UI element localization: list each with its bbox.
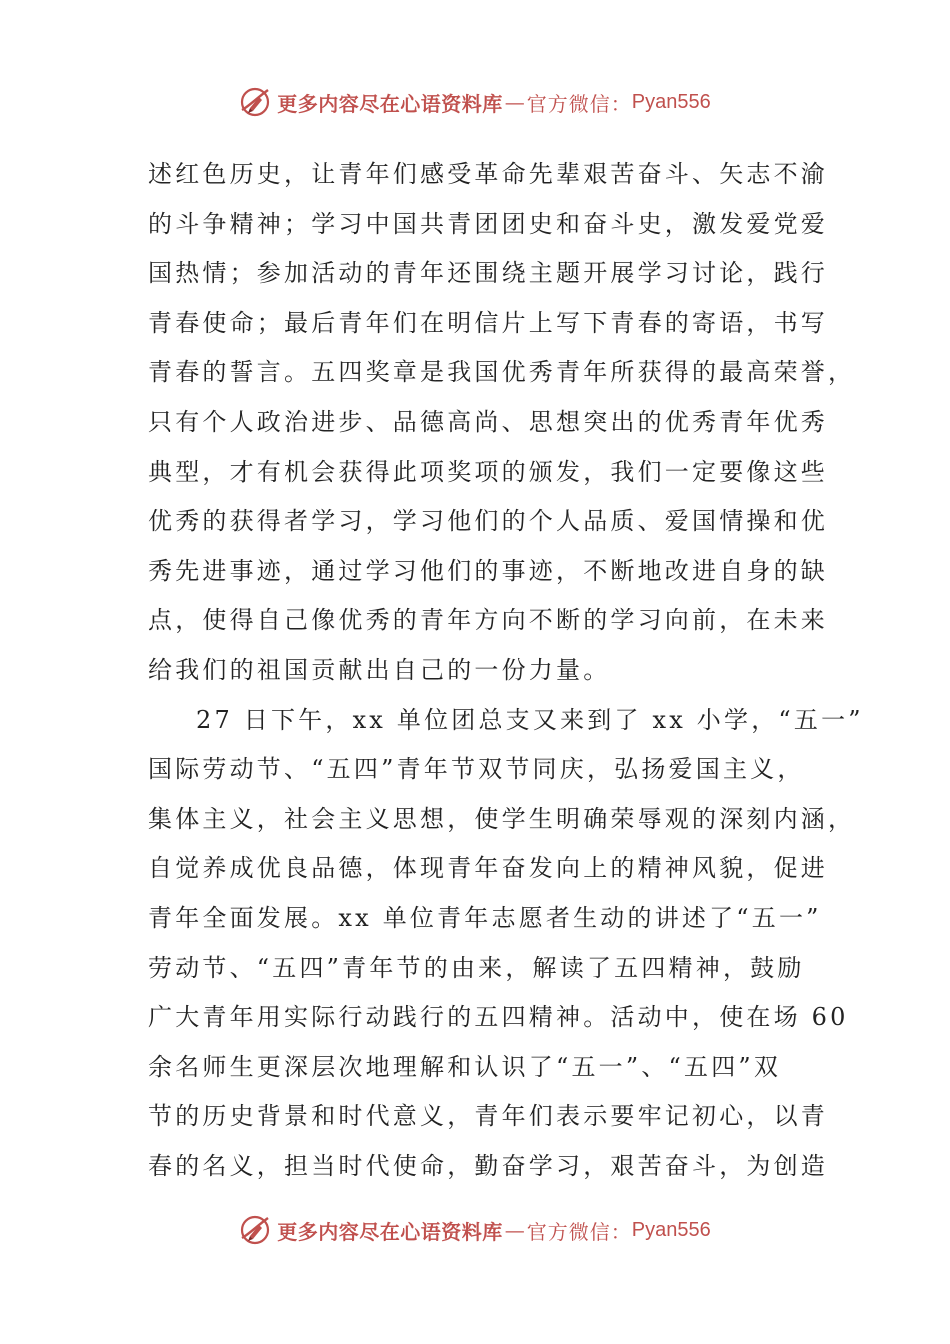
text-line: 优秀的获得者学习，学习他们的个人品质、爱国情操和优	[148, 507, 828, 536]
text-line: 自觉养成优良品德，体现青年奋发向上的精神风貌，促进	[148, 854, 828, 883]
document-body	[148, 150, 864, 1191]
pen-logo-icon	[239, 86, 271, 118]
text-line: 青年全面发展。xx 单位青年志愿者生动的讲述了“五一”	[148, 903, 822, 932]
text-line: 给我们的祖国贡献出自己的一份力量。	[148, 655, 611, 684]
text-line: 述红色历史，让青年们感受革命先辈艰苦奋斗、矢志不渝	[148, 160, 828, 188]
text-line: 的斗争精神；学习中国共青团团史和奋斗史，激发爱党爱	[148, 209, 828, 238]
text-line: 国热情；参加活动的青年还围绕主题开展学习讨论，践行	[148, 259, 828, 288]
text-line: 节的历史背景和时代意义，青年们表示要牢记初心，以青	[148, 1102, 828, 1131]
text-line: 只有个人政治进步、品德高尚、思想突出的优秀青年优秀	[148, 407, 828, 436]
paragraph-start-line: 27 日下午，xx 单位团总支又来到了 xx 小学，“五一”	[196, 705, 864, 734]
text-line: 国际劳动节、“五四”青年节双节同庆，弘扬爱国主义，	[148, 755, 805, 784]
pen-logo-icon	[239, 1214, 271, 1246]
text-line: 春的名义，担当时代使命，勤奋学习，艰苦奋斗，为创造	[148, 1151, 828, 1180]
text-line: 劳动节、“五四”青年节的由来，解读了五四精神，鼓励	[148, 953, 805, 982]
header-separator: —	[504, 90, 525, 114]
text-line: 青春使命；最后青年们在明信片上写下青春的寄语，书写	[148, 308, 828, 337]
text-line: 典型，才有机会获得此项奖项的颁发，我们一定要像这些	[148, 457, 828, 486]
footer-separator: —	[504, 1218, 525, 1242]
footer-wechat-label: 官方微信：	[526, 1219, 632, 1244]
footer-wechat-id: Pyan556	[631, 1218, 711, 1241]
header-wechat-label: 官方微信：	[526, 91, 632, 116]
footer-banner	[0, 1210, 950, 1250]
text-line: 余名师生更深层次地理解和认识了“五一”、“五四”双	[148, 1052, 782, 1081]
text-line: 秀先进事迹，通过学习他们的事迹，不断地改进自身的缺	[148, 556, 828, 585]
header-banner	[0, 82, 950, 122]
footer-site-text: 更多内容尽在心语资料库	[277, 1219, 503, 1244]
header-wechat-id: Pyan556	[631, 90, 711, 113]
header-site-text: 更多内容尽在心语资料库	[277, 91, 503, 116]
text-line: 广大青年用实际行动践行的五四精神。活动中，使在场 60	[148, 1003, 849, 1032]
text-line: 点，使得自己像优秀的青年方向不断的学习向前，在未来	[148, 606, 828, 635]
text-line: 集体主义，社会主义思想，使学生明确荣辱观的深刻内涵，	[148, 804, 856, 833]
text-line: 青春的誓言。五四奖章是我国优秀青年所获得的最高荣誉，	[148, 358, 856, 387]
